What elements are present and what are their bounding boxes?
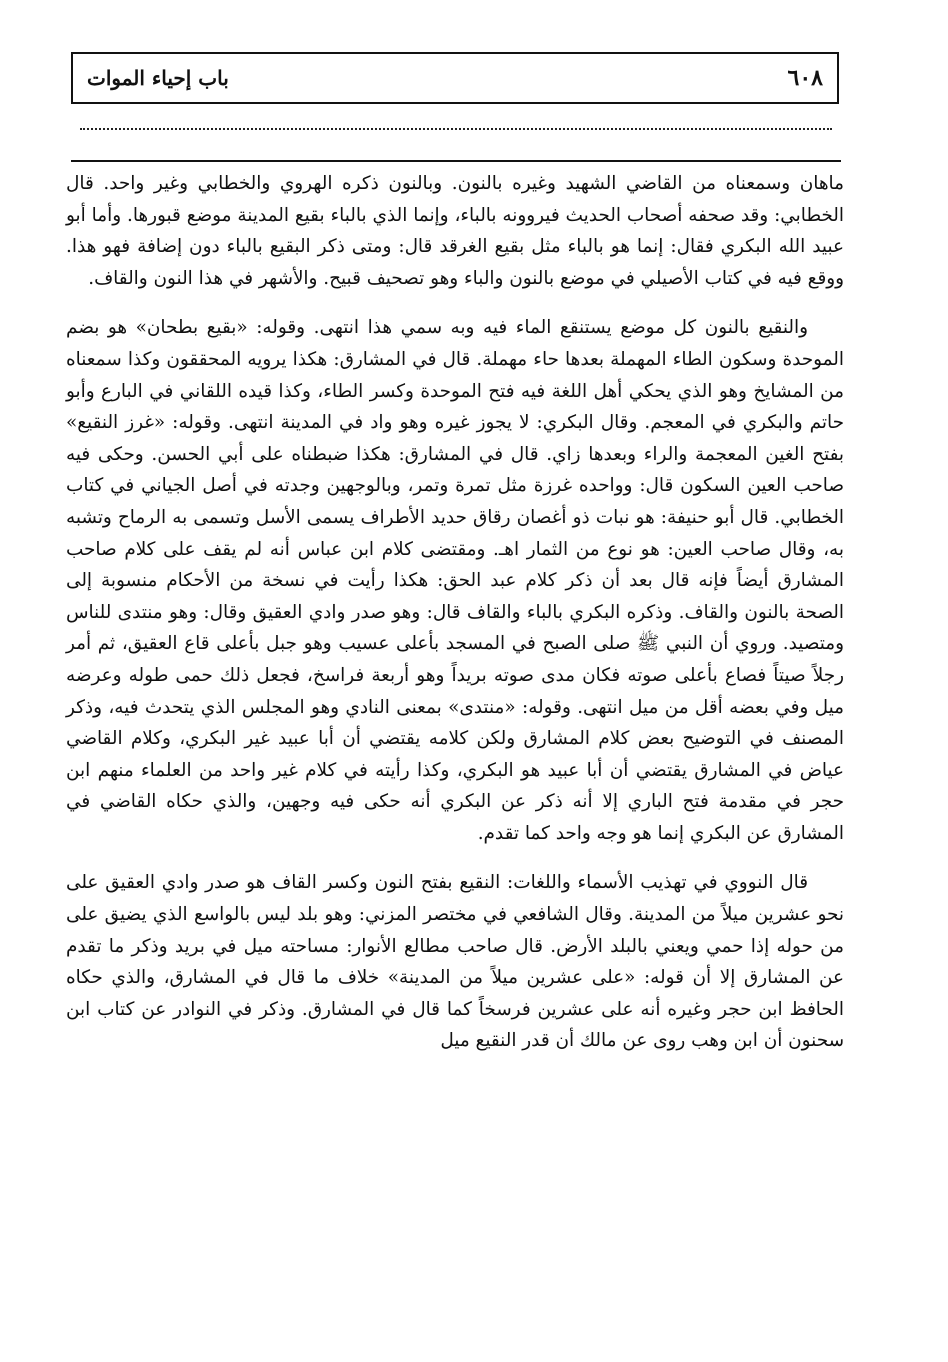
paragraph: والنقيع بالنون كل موضع يستنقع الماء فيه وبه سمي هذا انتهى. وقوله: «بقيع بطحان» هو بضم الموحدة وسكون الطاء المهملة بعدها حاء مهملة. قال في المشارق: هكذا يرويه المحققون وكذا سمعناه من المشايخ وهو الذي يحكي أهل اللغة فيه فتح الموحدة وكسر الطاء، وكذا قيده اللقاني في البارع وأبو حاتم والبكري في المعجم. وقال البكري: لا يجوز غيره وهو واد في المدينة انتهى. وقوله: «غرز النقيع» بفتح الغين المعجمة والراء وبعدها زاي. قال في المشارق: هكذا ضبطناه على أبي الحسن. وحكى فيه صاحب العين السكون قال: وواحده غرزة مثل تمرة وتمر، وبالوجهين وجدته في أصل الجياني في كتاب الخطابي. قال أبو حنيفة: هو نبات ذو أغصان رقاق حديد الأطراف يسمى الأسل وتسمى به الرماح وتشبه به، وقال صاحب العين: هو نوع من الثمار اهـ. ومقتضى كلام ابن عباس أنه لم يقف على كلام صاحب المشارق أيضاً فإنه قال بعد أن ذكر كلام عبد الحق: هكذا رأيت في نسخة من الأحكام منسوبة إلى الصحة بالنون والقاف. وذكره البكري بالباء والقاف قال: وهو صدر وادي العقيق وقال: وهو منتدى للناس ومتصيد. وروي أن النبي ﷺ صلى الصبح في المسجد بأعلى عسيب وهو جبل بأعلى قاع العقيق، ثم أمر رجلاً صيتاً فصاع بأعلى صوته فكان مدى صوته بريداً وهو أربعة فراسخ، فجعل ذلك حمى طوله وعرضه ميل وفي بعضه أقل من ميل انتهى. وقوله: «منتدى» بمعنى النادي وهو المجلس الذي يتحدث فيه، وذكر المصنف في التوضيح بعض كلام المشارق ولكن كلامه يقتضي أن أبا عبيد غير البكري، وكلام القاضي عياض في المشارق يقتضي أن أبا عبيد هو البكري، وكذا رأيته في كلام غير واحد من العلماء منهم ابن حجر في مقدمة فتح الباري إلا أنه ذكر عن البكري أنه حكى فيه وجهين، والذي حكاه القاضي في المشارق عن البكري إنما هو وجه واحد كما تقدم.	[66, 317, 844, 844]
chapter-title: باب إحياء الموات	[87, 66, 229, 90]
solid-divider	[71, 160, 841, 162]
page-header	[71, 52, 839, 104]
paragraph: قال النووي في تهذيب الأسماء واللغات: النقيع بفتح النون وكسر القاف هو صدر وادي العقيق على نحو عشرين ميلاً من المدينة. وقال الشافعي في مختصر المزني: وهو بلد ليس بالواسع الذي يضيق على من حوله إذا حمي ويعني بالبلد الأرض. قال صاحب مطالع الأنوار: مساحته ميل في بريد وذكر ما تقدم عن المشارق إلا أن قوله: «على عشرين ميلاً من المدينة» خلاف ما قال في المشارق، والذي حكاه الحافظ ابن حجر وغيره أنه على عشرين فرسخاً كما قال في المشارق. وذكر في النوادر عن كتاب ابن سحنون أن ابن وهب روى عن مالك أن قدر النقيع ميل	[66, 872, 844, 1052]
paragraph-gap	[66, 849, 844, 867]
paragraph-gap	[66, 294, 844, 312]
page-number: ٦٠٨	[787, 65, 823, 91]
body-text	[66, 168, 844, 1057]
paragraph: ماهان وسمعناه من القاضي الشهيد وغيره بالنون. وبالنون ذكره الهروي والخطابي وغير واحد. قال الخطابي: وقد صحفه أصحاب الحديث فيروونه بالباء، وإنما الذي بالباء بقيع المدينة موضع قبورها. وأما أبو عبيد الله البكري فقال: إنما هو بالباء مثل بقيع الغرقد قال: ومتى ذكر البقيع بالباء دون إضافة فهو هذا. ووقع فيه في كتاب الأصيلي في موضع بالنون والباء وهو تصحيف قبيح. والأشهر في هذا النون والقاف.	[66, 173, 844, 289]
dotted-divider	[80, 128, 832, 130]
